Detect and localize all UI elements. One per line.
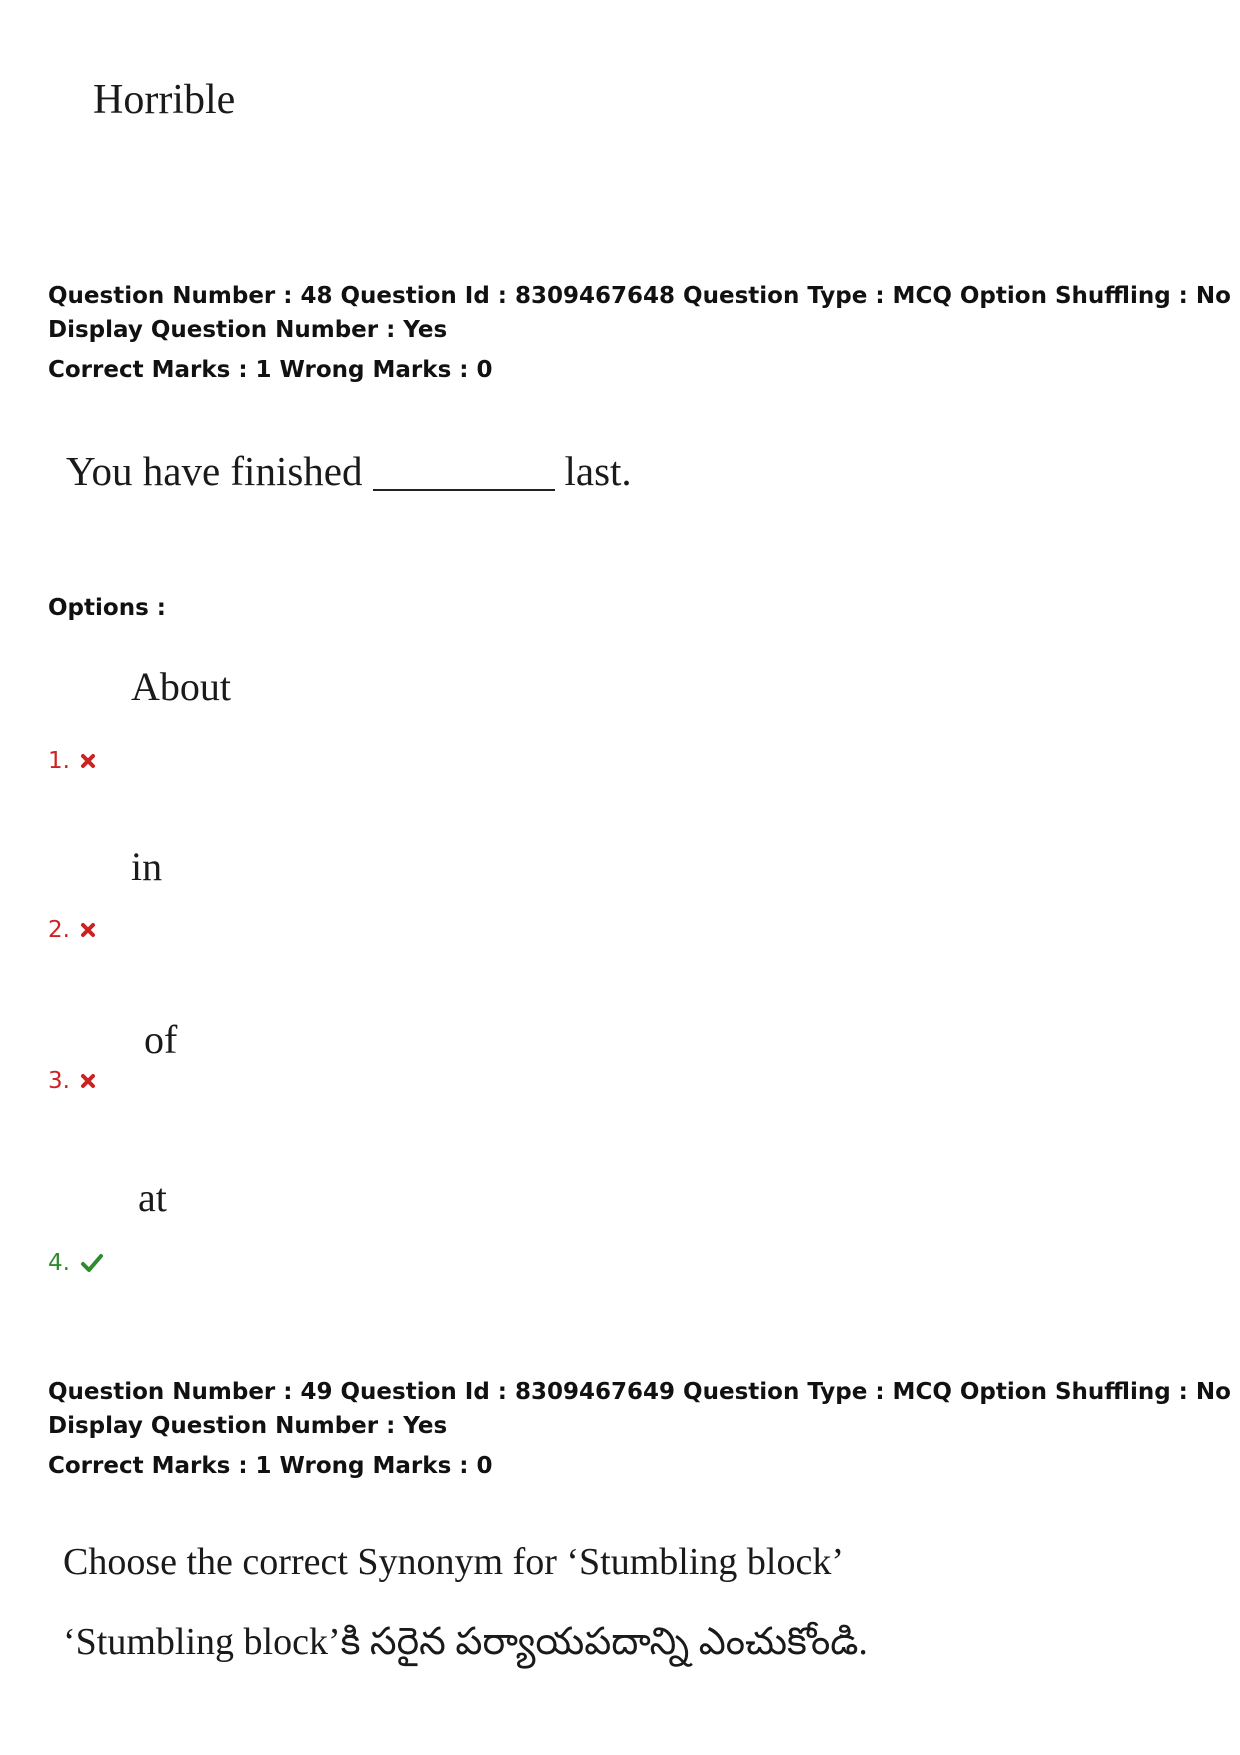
option-3-marker [48, 1068, 96, 1094]
question-49-info: Question Number : 49 Question Id : 8309467649 Question Type : MCQ Option Shuffling : No [48, 1379, 1231, 1405]
option-3-text: of [144, 1017, 178, 1062]
option-3-number: 3. [48, 1068, 70, 1094]
previous-option-text: Horrible [93, 77, 236, 123]
question-48-marks: Correct Marks : 1 Wrong Marks : 0 [48, 357, 493, 383]
question-49-header [48, 1375, 1231, 1483]
question-49-stem-telugu: ‘Stumbling block’కి సరైన పర్యాయపదాన్ని ఎంచుకోండి. [63, 1621, 868, 1663]
question-48-stem-before: You have finished [66, 448, 363, 494]
option-2-marker [48, 917, 96, 943]
cross-icon [80, 1073, 96, 1089]
option-4-marker [48, 1250, 104, 1276]
fill-in-blank [373, 489, 555, 491]
question-48-header [48, 279, 1231, 387]
option-4-number: 4. [48, 1250, 70, 1276]
cross-icon [80, 922, 96, 938]
option-1-marker [48, 748, 96, 774]
option-1-text: About [131, 664, 231, 709]
check-icon [80, 1253, 104, 1273]
question-48-info: Question Number : 48 Question Id : 8309467648 Question Type : MCQ Option Shuffling : No [48, 283, 1231, 309]
option-4-text: at [138, 1175, 167, 1220]
question-48-stem-after: last. [564, 448, 632, 494]
question-49-marks: Correct Marks : 1 Wrong Marks : 0 [48, 1453, 493, 1479]
question-49-display-number: Display Question Number : Yes [48, 1413, 448, 1439]
option-2-text: in [131, 844, 163, 889]
question-48-display-number: Display Question Number : Yes [48, 317, 448, 343]
question-49-stem-english: Choose the correct Synonym for ‘Stumbling block’ [63, 1541, 844, 1583]
question-48-stem [66, 447, 632, 495]
option-1-number: 1. [48, 748, 70, 774]
option-2-number: 2. [48, 917, 70, 943]
options-label: Options : [48, 595, 166, 621]
cross-icon [80, 753, 96, 769]
